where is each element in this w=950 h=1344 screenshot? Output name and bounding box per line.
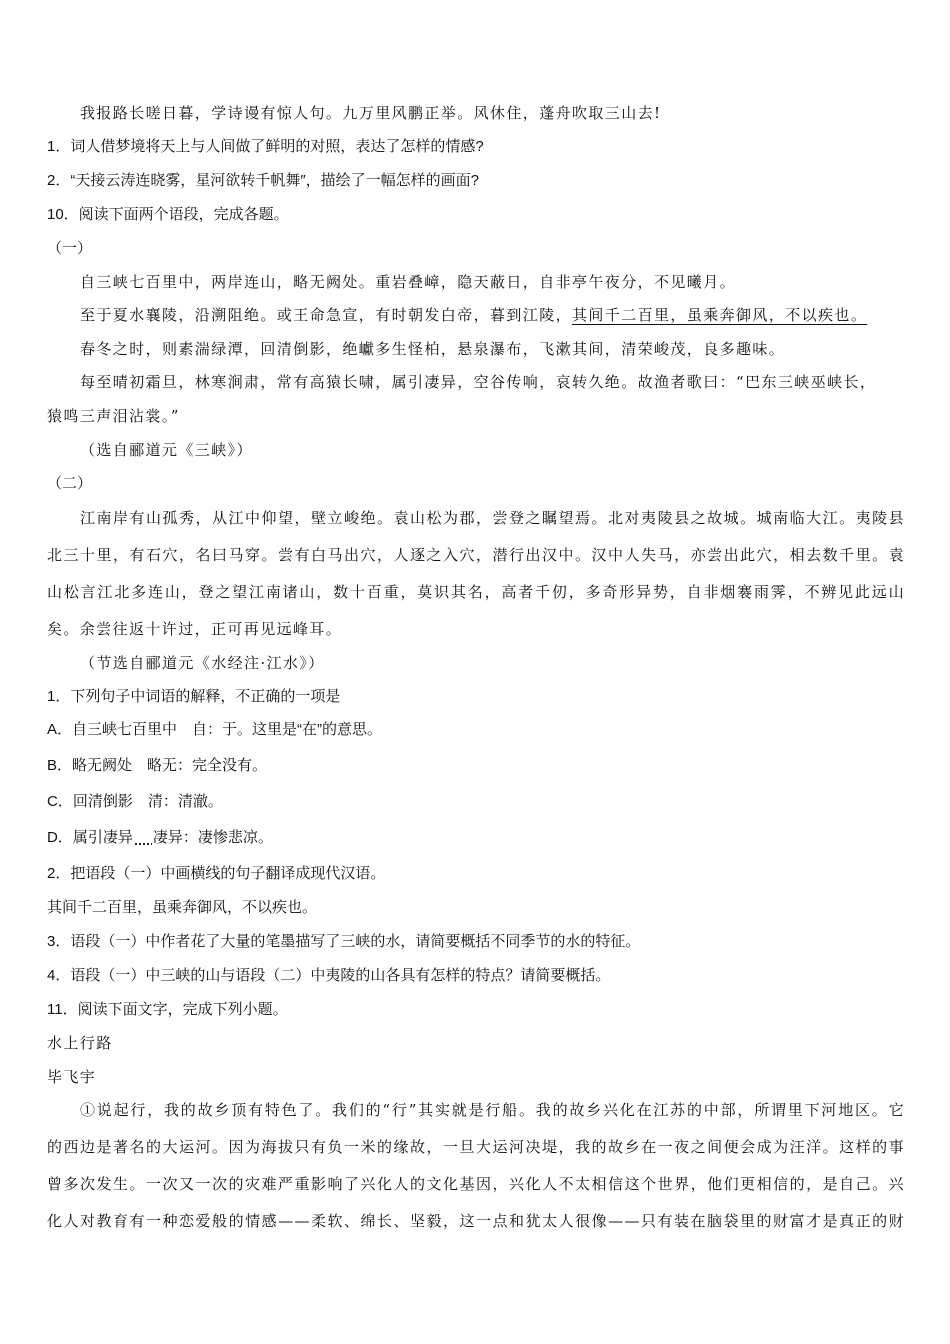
option-c: C．回清倒影 清：清澈。 (47, 793, 223, 810)
section-2-label: （二） (47, 474, 93, 492)
question-10-3: 3．语段（一）中作者花了大量的笔墨描写了三峡的水，请简要概括不同季节的水的特征。 (47, 933, 641, 950)
question-10-2-sentence: 其间千二百里，虽乘奔御风，不以疾也。 (47, 899, 318, 916)
section-1-source: （选自郦道元《三峡》） (80, 441, 253, 459)
article-author: 毕飞宇 (47, 1068, 97, 1086)
section-1-label: （一） (47, 239, 93, 257)
section-2-line-4: 矣。余尝往返十许过，正可再见远峰耳。 (47, 620, 343, 638)
poem-question-1: 1．词人借梦境将天上与人间做了鲜明的对照，表达了怎样的情感? (47, 138, 484, 155)
article-para-1-line-4: 化人对教育有一种恋爱般的情感——柔软、绵长、坚毅，这一点和犹太人很像——只有装在脑袋里的财富才是真正的财 (47, 1212, 905, 1230)
article-para-1-line-1: ①说起行，我的故乡顶有特色了。我们的“行”其实就是行船。我的故乡兴化在江苏的中部，所谓里下河地区。它 (80, 1101, 905, 1119)
option-a: A．自三峡七百里中 自：于。这里是“在”的意思。 (47, 721, 382, 738)
section-1-paragraph-4-line-1: 每至晴初霜旦，林寒涧肃，常有高猿长啸，属引凄异，空谷传响，哀转久绝。故渔者歌曰：“巴东三峡巫峡长， (80, 373, 877, 391)
emphasis-dots (134, 842, 152, 848)
question-10-2: 2．把语段（一）中画横线的句子翻译成现代汉语。 (47, 865, 386, 882)
question-11-title: 11．阅读下面文字，完成下列小题。 (47, 1001, 288, 1018)
option-d (47, 828, 273, 848)
option-d-phrase: D．属引凄异 (47, 829, 133, 846)
option-d-explanation: 凄异：凄惨悲凉。 (152, 829, 273, 846)
poem-question-2: 2．“天接云涛连晓雾，星河欲转千帆舞″，描绘了一幅怎样的画面? (47, 172, 479, 189)
section-1-paragraph-1: 自三峡七百里中，两岸连山，略无阙处。重岩叠嶂，隐天蔽日，自非亭午夜分，不见曦月。 (80, 273, 737, 291)
section-2-source: （节选自郦道元《水经注·江水》） (80, 654, 325, 672)
section-2-line-3: 山松言江北多连山，登之望江南诸山，数十百重，莫识其名，高者千仞，多奇形异势，自非烟褰雨霁，不辨见此远山 (47, 583, 905, 601)
article-para-1-line-2: 的西边是著名的大运河。因为海拔只有负一米的缘故，一旦大运河决堤，我的故乡在一夜之间便会成为汪洋。这样的事 (47, 1138, 905, 1156)
question-10-4: 4．语段（一）中三峡的山与语段（二）中夷陵的山各具有怎样的特点？请简要概括。 (47, 967, 611, 984)
paragraph-2-text: 至于夏水襄陵，沿溯阻绝。或王命急宣，有时朝发白帝，暮到江陵， (80, 306, 573, 324)
article-title: 水上行路 (47, 1034, 113, 1052)
question-10-title: 10．阅读下面两个语段，完成各题。 (47, 206, 289, 223)
section-1-paragraph-4-line-2: 猿鸣三声泪沾裳。” (47, 407, 180, 425)
option-b: B．略无阙处 略无：完全没有。 (47, 757, 268, 774)
section-1-paragraph-3: 春冬之时，则素湍绿潭，回清倒影，绝巘多生怪柏，悬泉瀑布，飞漱其间，清荣峻茂，良多趣味。 (80, 340, 786, 358)
question-10-1: 1．下列句子中词语的解释，不正确的一项是 (47, 688, 341, 705)
section-2-line-1: 江南岸有山孤秀，从江中仰望，壁立峻绝。袁山松为郡，尝登之瞩望焉。北对夷陵县之故城。城南临大江。夷陵县 (80, 509, 905, 527)
article-para-1-line-3: 曾多次发生。一次又一次的灾难严重影响了兴化人的文化基因，兴化人不太相信这个世界，他们更相信的，是自己。兴 (47, 1175, 905, 1193)
section-1-paragraph-2 (80, 305, 867, 325)
section-2-line-2: 北三十里，有石穴，名曰马穿。尝有白马出穴，人逐之入穴，潜行出汉中。汉中人失马，亦尝出此穴，相去数千里。袁 (47, 546, 905, 564)
poem-line: 我报路长嗟日暮，学诗谩有惊人句。九万里风鹏正举。风休住，蓬舟吹取三山去! (80, 104, 662, 122)
underlined-sentence: 其间千二百里，虽乘奔御风，不以疾也。 (572, 306, 868, 324)
